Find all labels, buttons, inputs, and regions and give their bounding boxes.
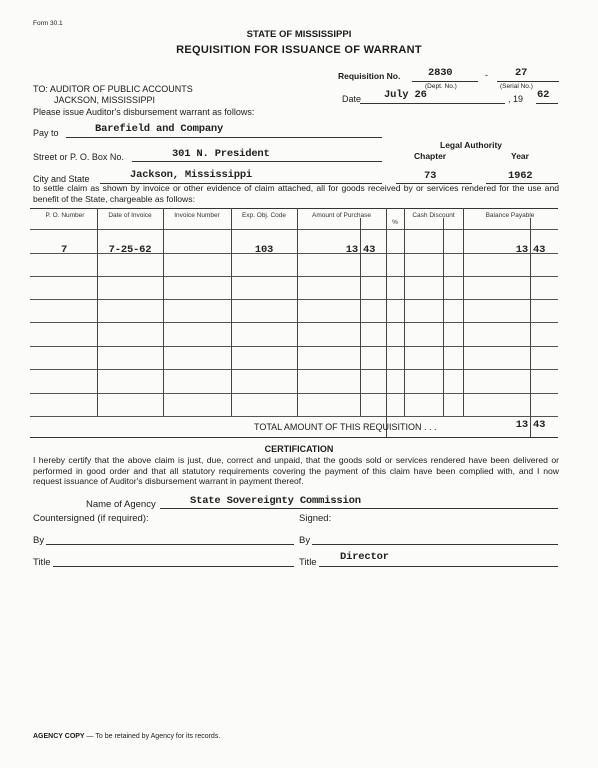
requisition-dash: -	[485, 70, 488, 80]
col-header-po: P. O. Number	[45, 212, 85, 219]
requisition-label: Requisition No.	[338, 71, 401, 81]
to-line-2: JACKSON, MISSISSIPPI	[54, 95, 156, 105]
row-po[interactable]: 7	[60, 244, 68, 256]
agency-value[interactable]: State Sovereignty Commission	[190, 495, 361, 507]
title-right-value[interactable]: Director	[340, 551, 389, 563]
col-header-cash-discount: Cash Discount	[412, 212, 455, 219]
row-balance-cents[interactable]: 43	[533, 244, 546, 256]
footer-agency-copy: AGENCY COPY	[33, 733, 85, 740]
date-value[interactable]: July 26	[384, 89, 427, 101]
total-cents[interactable]: 43	[533, 419, 546, 431]
title-left-label: Title	[33, 557, 51, 568]
date-year-value[interactable]: 62	[537, 89, 550, 101]
row-amount-cents[interactable]: 43	[363, 244, 376, 256]
col-header-amount: Amount of Purchase	[312, 212, 371, 219]
year-label: Year	[511, 151, 529, 161]
countersigned-label: Countersigned (if required):	[33, 513, 149, 524]
serial-number-caption: (Serial No.)	[500, 83, 533, 90]
city-value[interactable]: Jackson, Mississippi	[130, 169, 253, 181]
legal-authority-label: Legal Authority	[440, 140, 503, 150]
city-label: City and State	[33, 174, 90, 184]
total-label: TOTAL AMOUNT OF THIS REQUISITION . . .	[254, 422, 437, 432]
chapter-label: Chapter	[414, 151, 447, 161]
col-header-invoice: Invoice Number	[174, 212, 220, 219]
settle-claim-text: to settle claim as shown by invoice or other evidence of claim attached, all for goods received by or services rendered for the use and benefit of the State, chargeable as follows:	[33, 183, 559, 204]
col-header-exp-code: Exp. Obj. Code	[241, 212, 287, 219]
street-value[interactable]: 301 N. President	[172, 148, 270, 160]
year-value[interactable]: 1962	[508, 170, 533, 182]
by-right-label: By	[299, 535, 311, 546]
row-date[interactable]: 7-25-62	[108, 244, 152, 256]
form-number: Form 30.1	[33, 20, 63, 27]
please-issue-text: Please issue Auditor's disbursement warrant as follows:	[33, 107, 255, 117]
form-title: REQUISITION FOR ISSUANCE OF WARRANT	[176, 44, 422, 56]
serial-number-value[interactable]: 27	[515, 67, 528, 79]
footer-text: — To be retained by Agency for its records.	[84, 733, 221, 740]
by-left-label: By	[33, 535, 45, 546]
signed-label: Signed:	[299, 513, 332, 524]
pay-to-label: Pay to	[33, 128, 59, 138]
street-label: Street or P. O. Box No.	[33, 152, 124, 162]
row-amount-dollars[interactable]: 13	[345, 244, 358, 256]
to-line-1: TO: AUDITOR OF PUBLIC ACCOUNTS	[33, 84, 193, 94]
col-header-date: Date of Invoice	[108, 212, 152, 219]
date-label: Date	[342, 94, 362, 104]
pay-to-value[interactable]: Barefield and Company	[95, 123, 224, 135]
row-exp-code[interactable]: 103	[254, 244, 274, 256]
row-balance-dollars[interactable]: 13	[515, 244, 528, 256]
certification-text: I hereby certify that the above claim is just, due, correct and unpaid, that the goods sold or services rendered have been delivered or performed in good order and that all statutory requirements covering the payment of this claim have been complied with, and I now request issuance of Auditor's disbursement warrant in payment thereof.	[33, 455, 559, 487]
dept-number-value[interactable]: 2830	[428, 67, 453, 79]
agency-label: Name of Agency	[86, 499, 156, 510]
footer	[33, 733, 220, 740]
date-year-prefix: , 19	[508, 94, 524, 104]
total-dollars[interactable]: 13	[515, 419, 528, 431]
state-title: STATE OF MISSISSIPPI	[246, 29, 352, 40]
dept-number-caption: (Dept. No.)	[425, 83, 457, 90]
certification-title: CERTIFICATION	[264, 444, 334, 454]
chapter-value[interactable]: 73	[424, 170, 437, 182]
col-header-balance: Balance Payable	[485, 212, 535, 219]
col-header-percent: %	[392, 219, 398, 226]
title-right-label: Title	[299, 557, 317, 568]
